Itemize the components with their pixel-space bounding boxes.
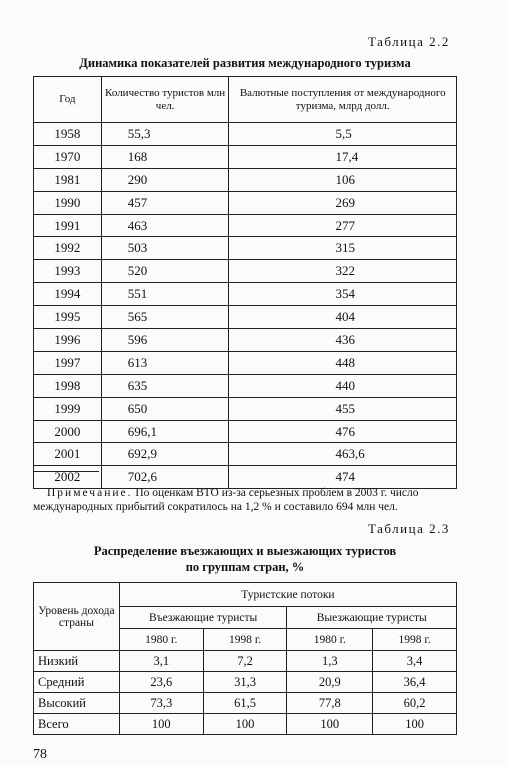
table-2-3-header-row-1 xyxy=(34,583,457,607)
tourists-cell: 55,3 xyxy=(101,123,229,146)
year-cell: 2002 xyxy=(34,466,102,489)
table-row xyxy=(34,306,457,329)
revenue-cell: 474 xyxy=(229,466,457,489)
tourists-cell: 702,6 xyxy=(101,466,229,489)
year-cell: 1991 xyxy=(34,214,102,237)
tourists-cell: 168 xyxy=(101,145,229,168)
year-cell: 1997 xyxy=(34,351,102,374)
revenue-cell: 277 xyxy=(229,214,457,237)
table-row xyxy=(34,693,457,714)
table-row xyxy=(34,214,457,237)
note-text: По оценкам ВТО из-за серьезных проблем в 2003 г. число международных прибытий сократилось на 1,2 % и составило 694 млн чел. xyxy=(33,487,419,513)
revenue-cell: 404 xyxy=(229,306,457,329)
header-income-level: Уровень дохода страны xyxy=(34,583,120,651)
tourists-cell: 503 xyxy=(101,237,229,260)
revenue-cell: 315 xyxy=(229,237,457,260)
year-cell: 1996 xyxy=(34,329,102,352)
value-cell: 7,2 xyxy=(203,651,287,672)
revenue-cell: 269 xyxy=(229,191,457,214)
table-row xyxy=(34,374,457,397)
value-cell: 3,4 xyxy=(373,651,457,672)
value-cell: 77,8 xyxy=(287,693,373,714)
year-cell: 1999 xyxy=(34,397,102,420)
revenue-cell: 448 xyxy=(229,351,457,374)
tourists-cell: 692,9 xyxy=(101,443,229,466)
table-2-3-body xyxy=(34,651,457,735)
header-year-1980-outbound: 1980 г. xyxy=(287,629,373,651)
table-2-2-note xyxy=(33,486,463,514)
tourists-cell: 290 xyxy=(101,168,229,191)
income-level-cell: Низкий xyxy=(34,651,120,672)
revenue-cell: 322 xyxy=(229,260,457,283)
tourists-cell: 457 xyxy=(101,191,229,214)
value-cell: 23,6 xyxy=(119,672,203,693)
year-cell: 1993 xyxy=(34,260,102,283)
tourists-cell: 520 xyxy=(101,260,229,283)
year-cell: 1981 xyxy=(34,168,102,191)
value-cell: 20,9 xyxy=(287,672,373,693)
header-tourist-flows: Туристские потоки xyxy=(119,583,456,607)
header-year: Год xyxy=(34,77,102,123)
revenue-cell: 455 xyxy=(229,397,457,420)
table-row xyxy=(34,145,457,168)
table-row xyxy=(34,283,457,306)
page-number: 78 xyxy=(33,747,47,762)
tourists-cell: 650 xyxy=(101,397,229,420)
header-outbound: Выезжающие туристы xyxy=(287,607,457,629)
year-cell: 1958 xyxy=(34,123,102,146)
tourists-cell: 613 xyxy=(101,351,229,374)
value-cell: 36,4 xyxy=(373,672,457,693)
table-2-3-title-line1: Распределение въезжающих и выезжающих туристов xyxy=(93,544,397,558)
year-cell: 1998 xyxy=(34,374,102,397)
year-cell: 2000 xyxy=(34,420,102,443)
footnote-divider xyxy=(33,471,99,472)
revenue-cell: 354 xyxy=(229,283,457,306)
income-level-cell: Всего xyxy=(34,714,120,735)
tourists-cell: 565 xyxy=(101,306,229,329)
year-cell: 1970 xyxy=(34,145,102,168)
table-row xyxy=(34,191,457,214)
year-cell: 1990 xyxy=(34,191,102,214)
value-cell: 100 xyxy=(373,714,457,735)
table-row xyxy=(34,420,457,443)
table-row xyxy=(34,351,457,374)
table-2-3-title-line2: по группам стран, % xyxy=(185,560,305,574)
year-cell: 2001 xyxy=(34,443,102,466)
value-cell: 60,2 xyxy=(373,693,457,714)
table-row xyxy=(34,329,457,352)
value-cell: 3,1 xyxy=(119,651,203,672)
income-level-cell: Средний xyxy=(34,672,120,693)
table-2-2-header-row xyxy=(34,77,457,123)
table-row xyxy=(34,237,457,260)
table-row xyxy=(34,168,457,191)
revenue-cell: 476 xyxy=(229,420,457,443)
table-2-2-label: Таблица 2.2 xyxy=(368,34,450,49)
revenue-cell: 17,4 xyxy=(229,145,457,168)
value-cell: 61,5 xyxy=(203,693,287,714)
tourists-cell: 635 xyxy=(101,374,229,397)
income-level-cell: Высокий xyxy=(34,693,120,714)
value-cell: 100 xyxy=(119,714,203,735)
value-cell: 100 xyxy=(287,714,373,735)
table-row xyxy=(34,123,457,146)
tourists-cell: 696,1 xyxy=(101,420,229,443)
table-2-3-label: Таблица 2.3 xyxy=(368,521,450,536)
table-row xyxy=(34,714,457,735)
header-year-1998-inbound: 1998 г. xyxy=(203,629,287,651)
tourists-cell: 596 xyxy=(101,329,229,352)
revenue-cell: 436 xyxy=(229,329,457,352)
value-cell: 73,3 xyxy=(119,693,203,714)
year-cell: 1995 xyxy=(34,306,102,329)
table-2-3 xyxy=(33,582,457,735)
tourists-cell: 551 xyxy=(101,283,229,306)
year-cell: 1992 xyxy=(34,237,102,260)
header-tourists: Количество туристов млн чел. xyxy=(101,77,229,123)
revenue-cell: 5,5 xyxy=(229,123,457,146)
table-2-2 xyxy=(33,76,457,489)
table-row xyxy=(34,397,457,420)
table-row xyxy=(34,672,457,693)
header-revenue: Валютные поступления от международного туризма, млрд долл. xyxy=(229,77,457,123)
table-row xyxy=(34,260,457,283)
revenue-cell: 106 xyxy=(229,168,457,191)
revenue-cell: 440 xyxy=(229,374,457,397)
value-cell: 31,3 xyxy=(203,672,287,693)
value-cell: 1,3 xyxy=(287,651,373,672)
header-year-1980-inbound: 1980 г. xyxy=(119,629,203,651)
revenue-cell: 463,6 xyxy=(229,443,457,466)
table-row xyxy=(34,443,457,466)
value-cell: 100 xyxy=(203,714,287,735)
header-year-1998-outbound: 1998 г. xyxy=(373,629,457,651)
table-2-2-title: Динамика показателей развития международного туризма xyxy=(79,56,411,70)
year-cell: 1994 xyxy=(34,283,102,306)
table-row xyxy=(34,651,457,672)
tourists-cell: 463 xyxy=(101,214,229,237)
table-2-2-body xyxy=(34,123,457,489)
header-inbound: Въезжающие туристы xyxy=(119,607,287,629)
note-prefix: Примечание. xyxy=(47,487,133,499)
table-2-3-title xyxy=(33,543,457,575)
